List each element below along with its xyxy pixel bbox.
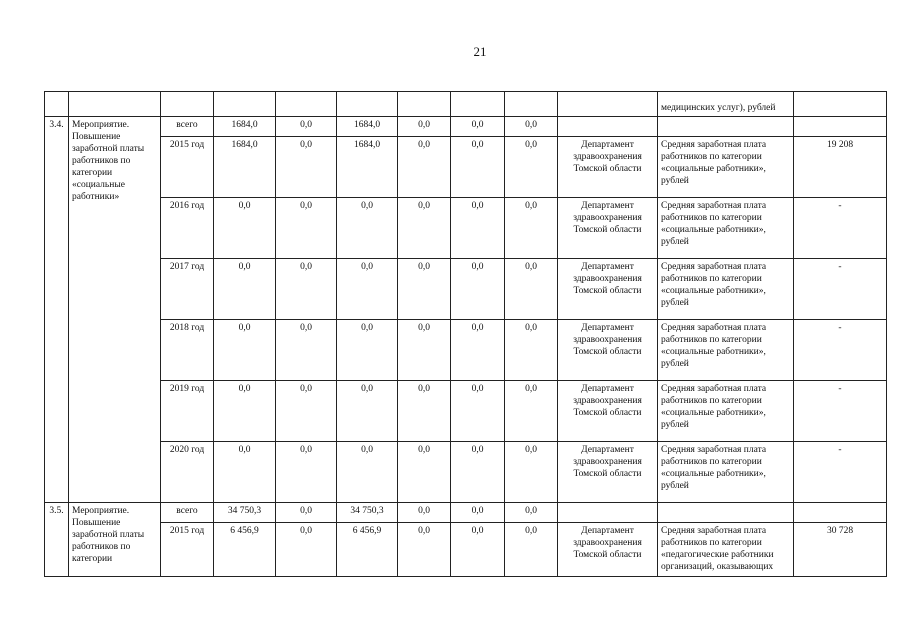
value-cell: 0,0: [398, 442, 451, 503]
program-table: [44, 91, 887, 577]
executor-cell: Департамент здравоохранения Томской области: [558, 198, 658, 259]
period-label: 2019 год: [161, 381, 214, 442]
section-number: 3.4.: [45, 117, 69, 503]
executor-cell: Департамент здравоохранения Томской области: [558, 259, 658, 320]
value-cell: 0,0: [398, 198, 451, 259]
value-cell: 0,0: [337, 259, 398, 320]
value-cell: 0,0: [214, 198, 276, 259]
value-cell: 0,0: [214, 381, 276, 442]
value-cell: 1684,0: [337, 117, 398, 137]
value-cell: 0,0: [276, 137, 337, 198]
page-number: 21: [473, 44, 487, 59]
period-label: всего: [161, 117, 214, 137]
table-cell: [505, 92, 558, 117]
table-cell: [69, 92, 161, 117]
indicator-cell: Средняя заработная плата работников по категории «социальные работники», рублей: [658, 442, 794, 503]
table-cell: [276, 92, 337, 117]
value-cell: 0,0: [337, 381, 398, 442]
value-cell: 0,0: [451, 117, 505, 137]
value-cell: 0,0: [505, 503, 558, 523]
value-cell: 0,0: [276, 117, 337, 137]
value-cell: 0,0: [214, 442, 276, 503]
executor-cell: Департамент здравоохранения Томской области: [558, 523, 658, 577]
value-cell: 0,0: [398, 381, 451, 442]
value-cell: 0,0: [337, 442, 398, 503]
value-cell: 0,0: [505, 137, 558, 198]
section-number: 3.5.: [45, 503, 69, 577]
period-label: 2017 год: [161, 259, 214, 320]
target-cell: -: [794, 381, 887, 442]
table-body: [45, 92, 887, 577]
period-label: всего: [161, 503, 214, 523]
table-row: [45, 92, 887, 117]
table-cell: [161, 92, 214, 117]
indicator-cell: [658, 117, 794, 137]
value-cell: 1684,0: [214, 137, 276, 198]
section-title: Мероприятие. Повышение заработной платы работников по категории: [69, 503, 161, 577]
value-cell: 0,0: [451, 381, 505, 442]
indicator-cell: медицинских услуг), рублей: [658, 92, 794, 117]
value-cell: 0,0: [214, 320, 276, 381]
value-cell: 0,0: [505, 523, 558, 577]
table-cell: [794, 92, 887, 117]
year-row: [45, 442, 887, 503]
value-cell: 34 750,3: [214, 503, 276, 523]
value-cell: 1684,0: [214, 117, 276, 137]
value-cell: 34 750,3: [337, 503, 398, 523]
period-label: 2020 год: [161, 442, 214, 503]
table-cell: [214, 92, 276, 117]
value-cell: 6 456,9: [337, 523, 398, 577]
value-cell: 0,0: [398, 523, 451, 577]
year-row: [45, 381, 887, 442]
value-cell: 0,0: [451, 442, 505, 503]
value-cell: 0,0: [505, 259, 558, 320]
indicator-cell: Средняя заработная плата работников по категории «социальные работники», рублей: [658, 259, 794, 320]
section-total-row: [45, 503, 887, 523]
period-label: 2015 год: [161, 137, 214, 198]
value-cell: 1684,0: [337, 137, 398, 198]
value-cell: 0,0: [337, 198, 398, 259]
target-cell: -: [794, 259, 887, 320]
value-cell: 0,0: [451, 137, 505, 198]
target-cell: [794, 117, 887, 137]
indicator-cell: Средняя заработная плата работников по категории «социальные работники», рублей: [658, 320, 794, 381]
executor-cell: [558, 503, 658, 523]
executor-cell: Департамент здравоохранения Томской области: [558, 137, 658, 198]
indicator-cell: [658, 503, 794, 523]
indicator-cell: Средняя заработная плата работников по категории «социальные работники», рублей: [658, 381, 794, 442]
table-cell: [451, 92, 505, 117]
value-cell: 0,0: [505, 117, 558, 137]
executor-cell: [558, 117, 658, 137]
indicator-cell: Средняя заработная плата работников по категории «социальные работники», рублей: [658, 198, 794, 259]
value-cell: 0,0: [398, 117, 451, 137]
value-cell: 6 456,9: [214, 523, 276, 577]
value-cell: 0,0: [451, 259, 505, 320]
period-label: 2016 год: [161, 198, 214, 259]
value-cell: 0,0: [398, 137, 451, 198]
value-cell: 0,0: [451, 198, 505, 259]
year-row: [45, 259, 887, 320]
target-cell: 30 728: [794, 523, 887, 577]
target-cell: [794, 503, 887, 523]
year-row: [45, 523, 887, 577]
value-cell: 0,0: [451, 503, 505, 523]
value-cell: 0,0: [505, 381, 558, 442]
period-label: 2018 год: [161, 320, 214, 381]
period-label: 2015 год: [161, 523, 214, 577]
indicator-cell: Средняя заработная плата работников по категории «социальные работники», рублей: [658, 137, 794, 198]
value-cell: 0,0: [337, 320, 398, 381]
value-cell: 0,0: [214, 259, 276, 320]
table-cell: [45, 92, 69, 117]
value-cell: 0,0: [451, 523, 505, 577]
value-cell: 0,0: [276, 259, 337, 320]
table-cell: [337, 92, 398, 117]
executor-cell: Департамент здравоохранения Томской области: [558, 320, 658, 381]
section-total-row: [45, 117, 887, 137]
value-cell: 0,0: [505, 442, 558, 503]
value-cell: 0,0: [398, 259, 451, 320]
year-row: [45, 198, 887, 259]
table-cell: [558, 92, 658, 117]
executor-cell: Департамент здравоохранения Томской области: [558, 442, 658, 503]
value-cell: 0,0: [276, 503, 337, 523]
value-cell: 0,0: [276, 381, 337, 442]
year-row: [45, 320, 887, 381]
value-cell: 0,0: [451, 320, 505, 381]
value-cell: 0,0: [505, 198, 558, 259]
value-cell: 0,0: [505, 320, 558, 381]
executor-cell: Департамент здравоохранения Томской области: [558, 381, 658, 442]
value-cell: 0,0: [276, 320, 337, 381]
table-cell: [398, 92, 451, 117]
value-cell: 0,0: [398, 320, 451, 381]
target-cell: -: [794, 198, 887, 259]
value-cell: 0,0: [276, 442, 337, 503]
target-cell: -: [794, 320, 887, 381]
value-cell: 0,0: [276, 523, 337, 577]
section-title: Мероприятие. Повышение заработной платы работников по категории «социальные работники»: [69, 117, 161, 503]
year-row: [45, 137, 887, 198]
target-cell: -: [794, 442, 887, 503]
value-cell: 0,0: [276, 198, 337, 259]
indicator-cell: Средняя заработная плата работников по категории «педагогические работники организаций, оказывающих: [658, 523, 794, 577]
value-cell: 0,0: [398, 503, 451, 523]
target-cell: 19 208: [794, 137, 887, 198]
